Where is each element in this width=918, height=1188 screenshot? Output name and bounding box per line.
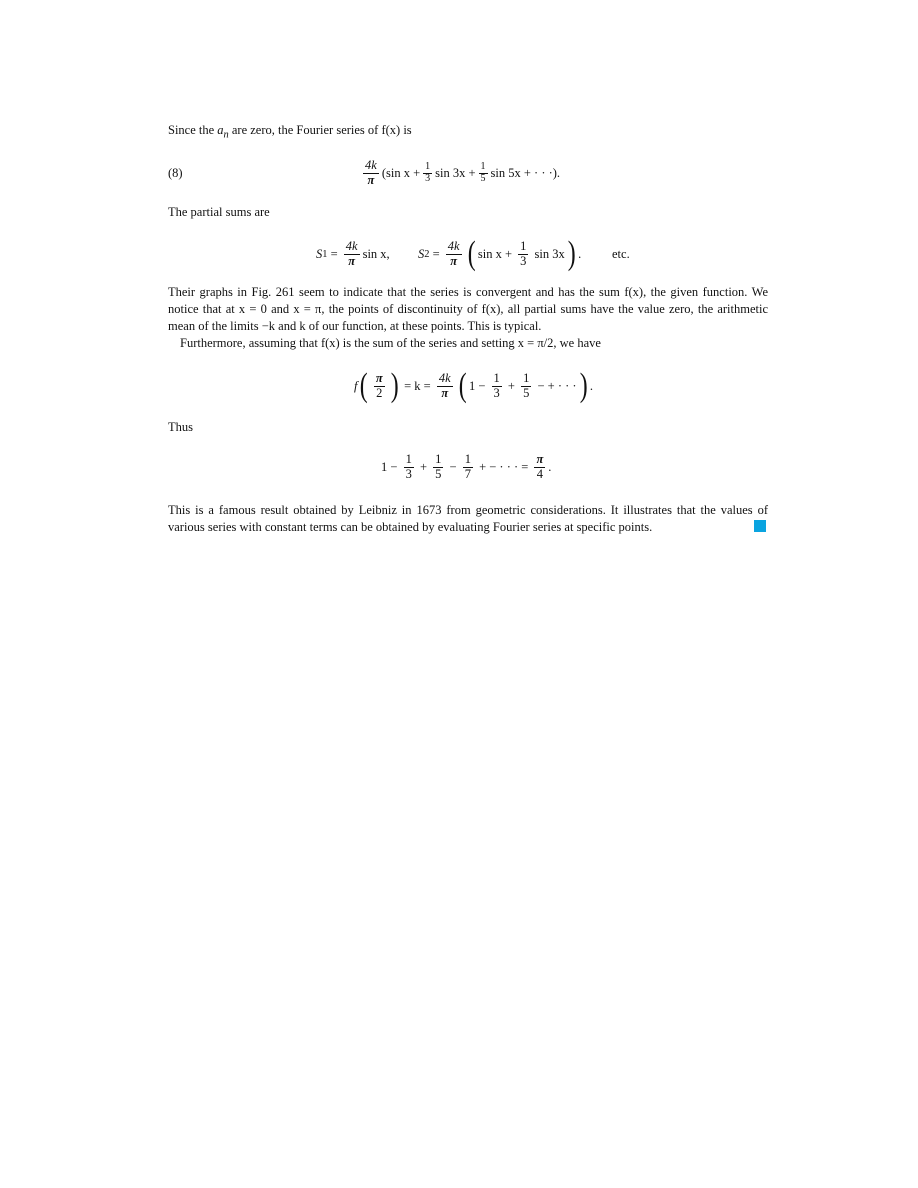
right-paren: )	[567, 235, 576, 272]
f-pi-over-2-equation: f ( $\frac{\pi}{2}$ ) = k = $\frac{4k}{\pi}$ ( 1 − $\frac{1}{3}$ + $\frac{1}{5}$ − + · · · ) .	[354, 367, 594, 404]
eq8-coefficient: $\frac{4k}{\pi}$	[365, 158, 377, 187]
s2-expression: S 2 = $\frac{4k}{\pi}$ ( sin x + $\frac{1}{3}$ sin 3x ) .	[418, 235, 582, 272]
etc-label: etc.	[612, 246, 630, 261]
partial-sums-intro: The partial sums are	[168, 205, 270, 219]
equation-8	[168, 153, 768, 193]
end-of-example-marker	[754, 520, 766, 532]
intro-text-after: are zero, the Fourier series of f(x) is	[228, 123, 412, 137]
discussion-paragraph-2: Furthermore, assuming that f(x) is the sum of the series and setting x = π/2, we have	[180, 336, 601, 350]
intro-sub: n	[223, 129, 229, 141]
leibniz-series-equation: 1 − $\frac{1}{3}$ + $\frac{1}{5}$ − $\frac{1}{7}$ + − · · · = $\frac{\pi}{4}$ .	[381, 452, 552, 481]
equation-8-body: $\frac{4k}{\pi}$ (sin x + $\frac{1}{3}$ sin 3x + $\frac{1}{5}$ sin 5x + · · ·).	[365, 158, 561, 187]
conclusion-paragraph: This is a famous result obtained by Leibniz in 1673 from geometric considerations. It illustrates that the values of various series with constant terms can be obtained by evaluating Fourier series at specific points.	[168, 503, 768, 534]
discussion	[168, 284, 768, 352]
intro-line	[168, 122, 768, 144]
intro-var: a	[217, 123, 224, 137]
thus-label: Thus	[168, 420, 193, 434]
equation-number: (8)	[168, 166, 183, 180]
intro-text-before: Since the	[168, 123, 218, 137]
left-paren: (	[467, 235, 476, 272]
discussion-paragraph-1: Their graphs in Fig. 261 seem to indicate that the series is convergent and has the sum f(x), the given function. We notice that at x = 0 and x = π, the points of discontinuity of f(x), all partial sums have the value zero, the arithmetic mean of the limits −k and k of our function, at these points. This is typical.	[168, 285, 768, 333]
s1-expression: S 1 = $\frac{4k}{\pi}$ sin x,	[316, 239, 390, 268]
partial-sums-equation	[168, 233, 768, 275]
